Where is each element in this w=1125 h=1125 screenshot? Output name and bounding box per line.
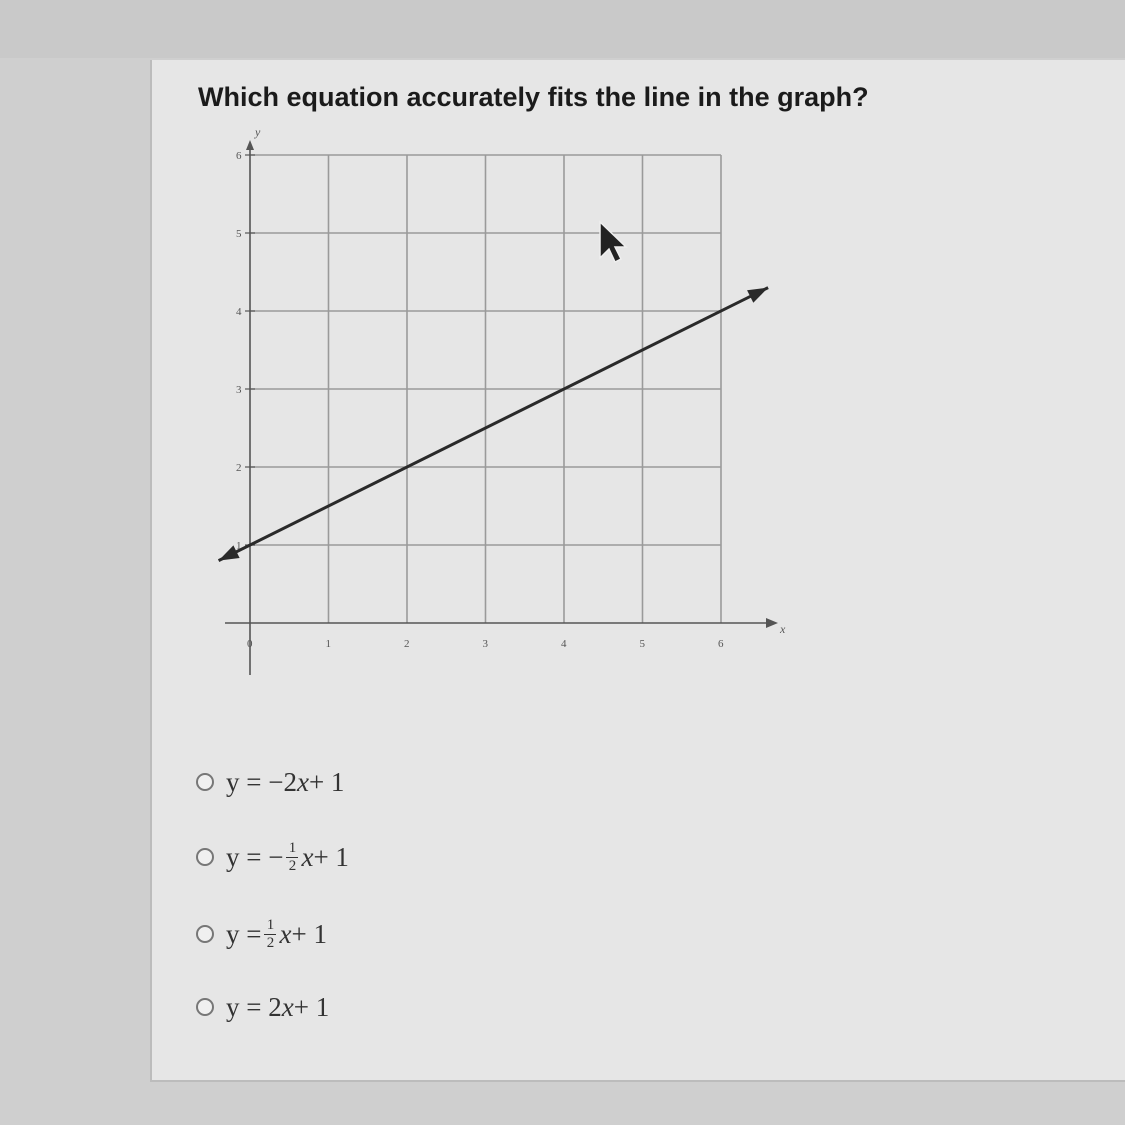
choice-2[interactable] bbox=[196, 840, 349, 874]
x-tick-label: 5 bbox=[639, 638, 645, 650]
eq-prefix: y = −2 bbox=[226, 766, 297, 797]
x-tick-label: 2 bbox=[404, 638, 410, 650]
x-axis-label: x bbox=[780, 622, 786, 636]
eq-suffix: + 1 bbox=[308, 766, 345, 797]
x-tick-label: 4 bbox=[561, 638, 567, 650]
fraction-denominator: 2 bbox=[288, 857, 297, 874]
eq-variable: x bbox=[279, 918, 292, 949]
x-tick-label: 0 bbox=[247, 638, 253, 650]
line-arrowhead bbox=[747, 288, 768, 303]
tick-labels bbox=[236, 150, 724, 650]
radio-button-icon[interactable] bbox=[196, 773, 214, 791]
choice-equation bbox=[226, 767, 344, 798]
eq-prefix: y = bbox=[226, 918, 262, 949]
eq-variable: x bbox=[281, 991, 294, 1022]
y-tick-label: 3 bbox=[236, 384, 242, 396]
eq-variable: x bbox=[301, 841, 314, 872]
choice-3[interactable] bbox=[196, 917, 327, 951]
eq-prefix: y = 2 bbox=[226, 991, 282, 1022]
fraction-numerator: 1 bbox=[266, 916, 275, 933]
radio-button-icon[interactable] bbox=[196, 848, 214, 866]
data-series bbox=[219, 288, 769, 561]
data-line bbox=[219, 288, 769, 561]
y-tick-label: 5 bbox=[236, 228, 242, 240]
fraction bbox=[264, 918, 276, 951]
grid-lines bbox=[250, 155, 721, 623]
x-axis-arrow bbox=[766, 618, 778, 628]
arrow-cursor-icon bbox=[598, 220, 628, 264]
eq-suffix: + 1 bbox=[293, 991, 330, 1022]
choice-4[interactable] bbox=[196, 990, 329, 1024]
eq-variable: x bbox=[296, 766, 309, 797]
fraction-numerator: 1 bbox=[288, 839, 297, 856]
radio-button-icon[interactable] bbox=[196, 925, 214, 943]
choice-equation bbox=[226, 918, 327, 951]
x-tick-label: 6 bbox=[718, 638, 724, 650]
fraction-denominator: 2 bbox=[266, 934, 275, 951]
eq-suffix: + 1 bbox=[291, 918, 327, 949]
radio-button-icon[interactable] bbox=[196, 998, 214, 1016]
x-tick-label: 3 bbox=[482, 638, 488, 650]
y-axis-label: y bbox=[255, 125, 261, 139]
x-tick-label: 1 bbox=[325, 638, 331, 650]
choice-1[interactable] bbox=[196, 765, 344, 799]
eq-suffix: + 1 bbox=[313, 841, 349, 872]
y-tick-label: 2 bbox=[236, 462, 242, 474]
question-text: Which equation accurately fits the line in the graph? bbox=[198, 82, 869, 112]
fraction bbox=[286, 841, 298, 874]
y-tick-label: 4 bbox=[236, 306, 242, 318]
y-axis-arrow bbox=[246, 140, 254, 150]
choice-equation bbox=[226, 992, 329, 1023]
y-tick-label: 6 bbox=[236, 150, 242, 162]
eq-prefix: y = − bbox=[226, 841, 284, 872]
choice-equation bbox=[226, 841, 349, 874]
y-tick-label: 1 bbox=[236, 540, 242, 552]
